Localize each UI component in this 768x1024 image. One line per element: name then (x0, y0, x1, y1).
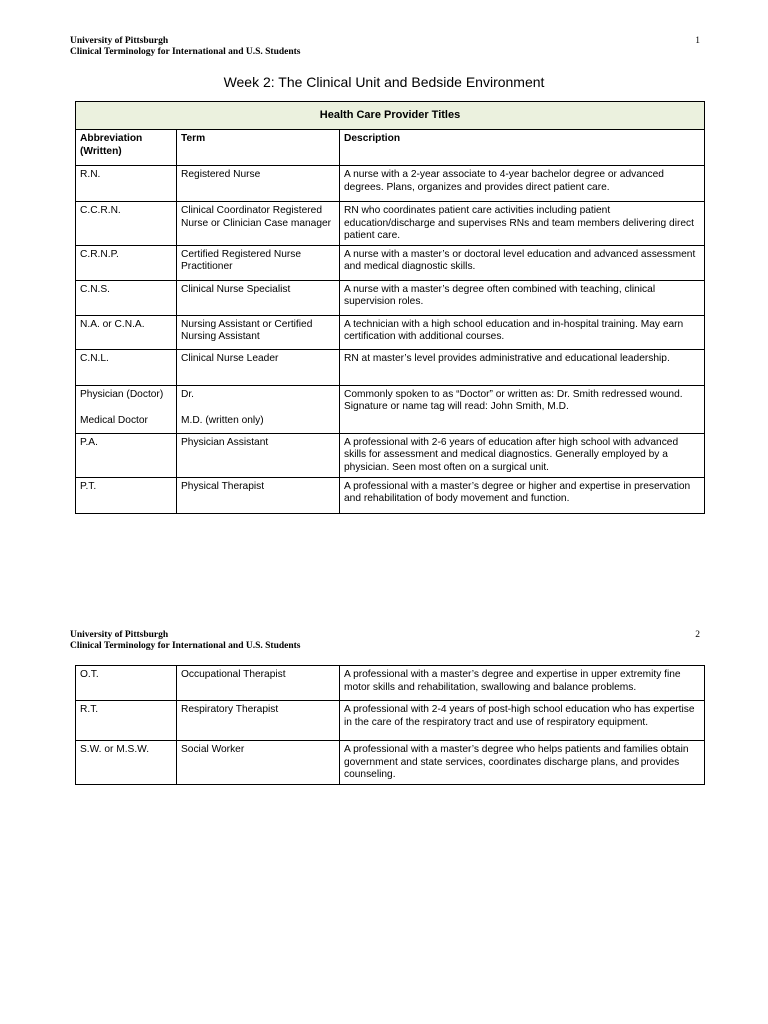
description-cell: RN at master’s level provides administrative and educational leadership. (340, 349, 705, 385)
column-header-term: Term (177, 130, 340, 166)
term-cell: Clinical Coordinator Registered Nurse or Clinician Case manager (177, 202, 340, 246)
term-cell: Certified Registered Nurse Practitioner (177, 245, 340, 280)
description-cell: A nurse with a master’s degree often combined with teaching, clinical supervision roles. (340, 280, 705, 315)
description-cell: A professional with 2-4 years of post-high school education who has expertise in the care of the respiratory tract and use of respiratory equipment. (340, 701, 705, 741)
table-row (76, 433, 705, 477)
table-row (76, 349, 705, 385)
term-dr: Dr. (181, 388, 195, 400)
abbreviation-cell: C.N.S. (76, 280, 177, 315)
page-1-header (70, 36, 700, 58)
description-cell: A professional with a master’s degree or higher and expertise in preservation and rehabilitation of body movement and function. (340, 477, 705, 513)
description-cell: A nurse with a 2-year associate to 4-year bachelor degree or advanced degrees. Plans, organizes and provides direct patient care. (340, 166, 705, 202)
column-header-description: Description (340, 130, 705, 166)
table-row (76, 166, 705, 202)
abbreviation-cell: P.T. (76, 477, 177, 513)
term-cell (177, 385, 340, 433)
description-cell: A nurse with a master’s or doctoral level education and advanced assessment and medical diagnostic skills. (340, 245, 705, 280)
abbreviation-cell: N.A. or C.N.A. (76, 315, 177, 349)
abbreviation-physician: Physician (Doctor) (80, 388, 164, 400)
term-cell: Occupational Therapist (177, 666, 340, 701)
column-header-abbreviation: Abbreviation (Written) (76, 130, 177, 166)
page-number: 2 (695, 630, 700, 640)
abbreviation-medical-doctor: Medical Doctor (80, 415, 148, 427)
header-course: Clinical Terminology for International and U.S. Students (70, 47, 301, 57)
term-cell: Social Worker (177, 741, 340, 785)
description-cell: A technician with a high school education and in-hospital training. May earn certification with additional courses. (340, 315, 705, 349)
term-cell: Physical Therapist (177, 477, 340, 513)
term-cell: Clinical Nurse Leader (177, 349, 340, 385)
abbreviation-cell: R.N. (76, 166, 177, 202)
table-row-physician (76, 385, 705, 433)
term-md: M.D. (written only) (181, 415, 264, 427)
term-cell: Respiratory Therapist (177, 701, 340, 741)
provider-titles-table-continued (75, 665, 705, 785)
term-cell: Clinical Nurse Specialist (177, 280, 340, 315)
abbreviation-cell: R.T. (76, 701, 177, 741)
description-cell: RN who coordinates patient care activities including patient education/discharge and supervises RNs and team members delivering direct patient care. (340, 202, 705, 246)
abbreviation-cell: C.C.R.N. (76, 202, 177, 246)
page-number: 1 (695, 36, 700, 46)
header-institution: University of Pittsburgh (70, 36, 169, 46)
table-row (76, 477, 705, 513)
description-signature: Signature or name tag will read: John Smith, M.D. (344, 401, 569, 413)
table-row (76, 202, 705, 246)
table-caption: Health Care Provider Titles (76, 102, 705, 130)
page-title: Week 2: The Clinical Unit and Bedside Environment (223, 74, 545, 90)
header-course: Clinical Terminology for International and U.S. Students (70, 641, 301, 651)
abbreviation-cell (76, 385, 177, 433)
term-cell: Registered Nurse (177, 166, 340, 202)
column-header-row (76, 130, 705, 166)
abbreviation-cell: S.W. or M.S.W. (76, 741, 177, 785)
table-row (76, 741, 705, 785)
table-row (76, 280, 705, 315)
description-cell: A professional with 2-6 years of education after high school with advanced skills for assessment and medical diagnostics. Generally employed by a physician. Seen most often on a surgical unit. (340, 433, 705, 477)
abbreviation-cell: C.N.L. (76, 349, 177, 385)
description-cell: A professional with a master’s degree and expertise in upper extremity fine motor skills and rehabilitation, swallowing and balance problems. (340, 666, 705, 701)
table-row (76, 245, 705, 280)
provider-titles-table (75, 101, 705, 514)
abbreviation-cell: P.A. (76, 433, 177, 477)
table-row (76, 701, 705, 741)
description-cell: A professional with a master’s degree who helps patients and families obtain government and state services, coordinates discharge plans, and provides counseling. (340, 741, 705, 785)
page-2-header (70, 630, 700, 652)
description-cell (340, 385, 705, 433)
description-spoken: Commonly spoken to as “Doctor” or written as: Dr. Smith redressed wound. (344, 388, 683, 400)
abbreviation-cell: O.T. (76, 666, 177, 701)
term-cell: Nursing Assistant or Certified Nursing Assistant (177, 315, 340, 349)
abbreviation-cell: C.R.N.P. (76, 245, 177, 280)
term-cell: Physician Assistant (177, 433, 340, 477)
table-row (76, 666, 705, 701)
table-row (76, 315, 705, 349)
header-institution: University of Pittsburgh (70, 630, 169, 640)
